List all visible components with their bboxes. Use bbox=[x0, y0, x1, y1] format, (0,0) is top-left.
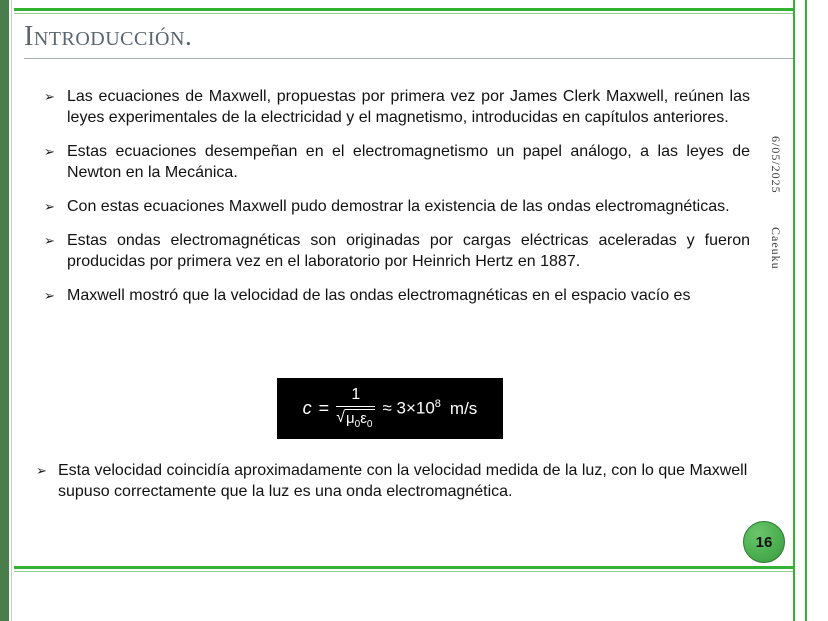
bullet-arrow-icon: ➢ bbox=[36, 464, 47, 479]
left-accent-bar-thin bbox=[11, 0, 12, 621]
page-number-badge bbox=[743, 521, 785, 563]
right-accent-line-inner bbox=[793, 0, 795, 621]
formula-mu-sub: 0 bbox=[354, 419, 361, 430]
title-underline bbox=[24, 58, 793, 59]
formula-unit: m/s bbox=[449, 398, 478, 418]
formula-radicand bbox=[345, 409, 375, 430]
bullet-arrow-icon: ➢ bbox=[44, 234, 55, 249]
page-title: Introducción. bbox=[24, 21, 193, 52]
left-accent-bar bbox=[0, 0, 9, 621]
formula-epsilon-sub: 0 bbox=[366, 419, 373, 430]
bullet-text: Esta velocidad coincidía aproximadamente con la velocidad medida de la luz, con lo que Maxwell supuso correctamente que la luz es una onda electromagnética. bbox=[58, 462, 748, 500]
bottom-accent-line-thin bbox=[14, 571, 793, 572]
top-accent-line-thin bbox=[14, 13, 793, 14]
bullet-text: Maxwell mostró que la velocidad de las ondas electromagnéticas en el espacio vacío es bbox=[67, 287, 691, 304]
bullet-item-closing bbox=[36, 460, 774, 502]
bullet-item bbox=[44, 141, 750, 183]
formula-fraction bbox=[336, 387, 375, 430]
bullet-item bbox=[44, 86, 750, 128]
bullet-text: Estas ecuaciones desempeñan en el electromagnetismo un papel análogo, a las leyes de Newton en la Mecánica. bbox=[67, 143, 750, 181]
bullet-item bbox=[44, 196, 750, 217]
bullet-arrow-icon: ➢ bbox=[44, 145, 55, 160]
bullet-arrow-icon: ➢ bbox=[44, 200, 55, 215]
formula-mu: μ bbox=[345, 410, 355, 427]
formula-variable: c bbox=[302, 398, 312, 418]
right-accent-line-outer bbox=[805, 0, 807, 621]
formula-equals: = bbox=[318, 398, 330, 418]
sidebar-date: 6/05/2025 bbox=[769, 136, 783, 194]
top-accent-line bbox=[14, 8, 793, 11]
formula-epsilon: ε bbox=[360, 410, 367, 427]
bullet-item bbox=[44, 230, 750, 272]
sidebar-footer: Caeuku bbox=[769, 227, 783, 270]
bullet-list bbox=[44, 86, 750, 319]
bullet-text: Con estas ecuaciones Maxwell pudo demostrar la existencia de las ondas electromagnéticas. bbox=[67, 198, 730, 215]
formula-denominator bbox=[336, 406, 375, 430]
bullet-text: Estas ondas electromagnéticas son originadas por cargas eléctricas aceleradas y fueron producidas por primera vez en el laboratorio por Heinrich Hertz en 1887. bbox=[67, 232, 750, 270]
formula-result-text: ≈ 3×10 bbox=[382, 398, 435, 418]
bullet-text: Las ecuaciones de Maxwell, propuestas por primera vez por James Clerk Maxwell, reúnen las leyes experimentales de la electricidad y el magnetismo, introducidas en capítulos anteriores. bbox=[67, 88, 750, 126]
bullet-item bbox=[44, 285, 750, 306]
formula-exponent: 8 bbox=[434, 398, 441, 411]
formula-box bbox=[277, 378, 503, 439]
bullet-arrow-icon: ➢ bbox=[44, 289, 55, 304]
page-number: 16 bbox=[755, 533, 773, 551]
formula-sqrt-symbol: √ bbox=[336, 409, 345, 426]
bottom-accent-line bbox=[14, 566, 793, 569]
formula-result bbox=[382, 398, 440, 419]
bullet-arrow-icon: ➢ bbox=[44, 90, 55, 105]
formula-numerator: 1 bbox=[351, 386, 361, 403]
